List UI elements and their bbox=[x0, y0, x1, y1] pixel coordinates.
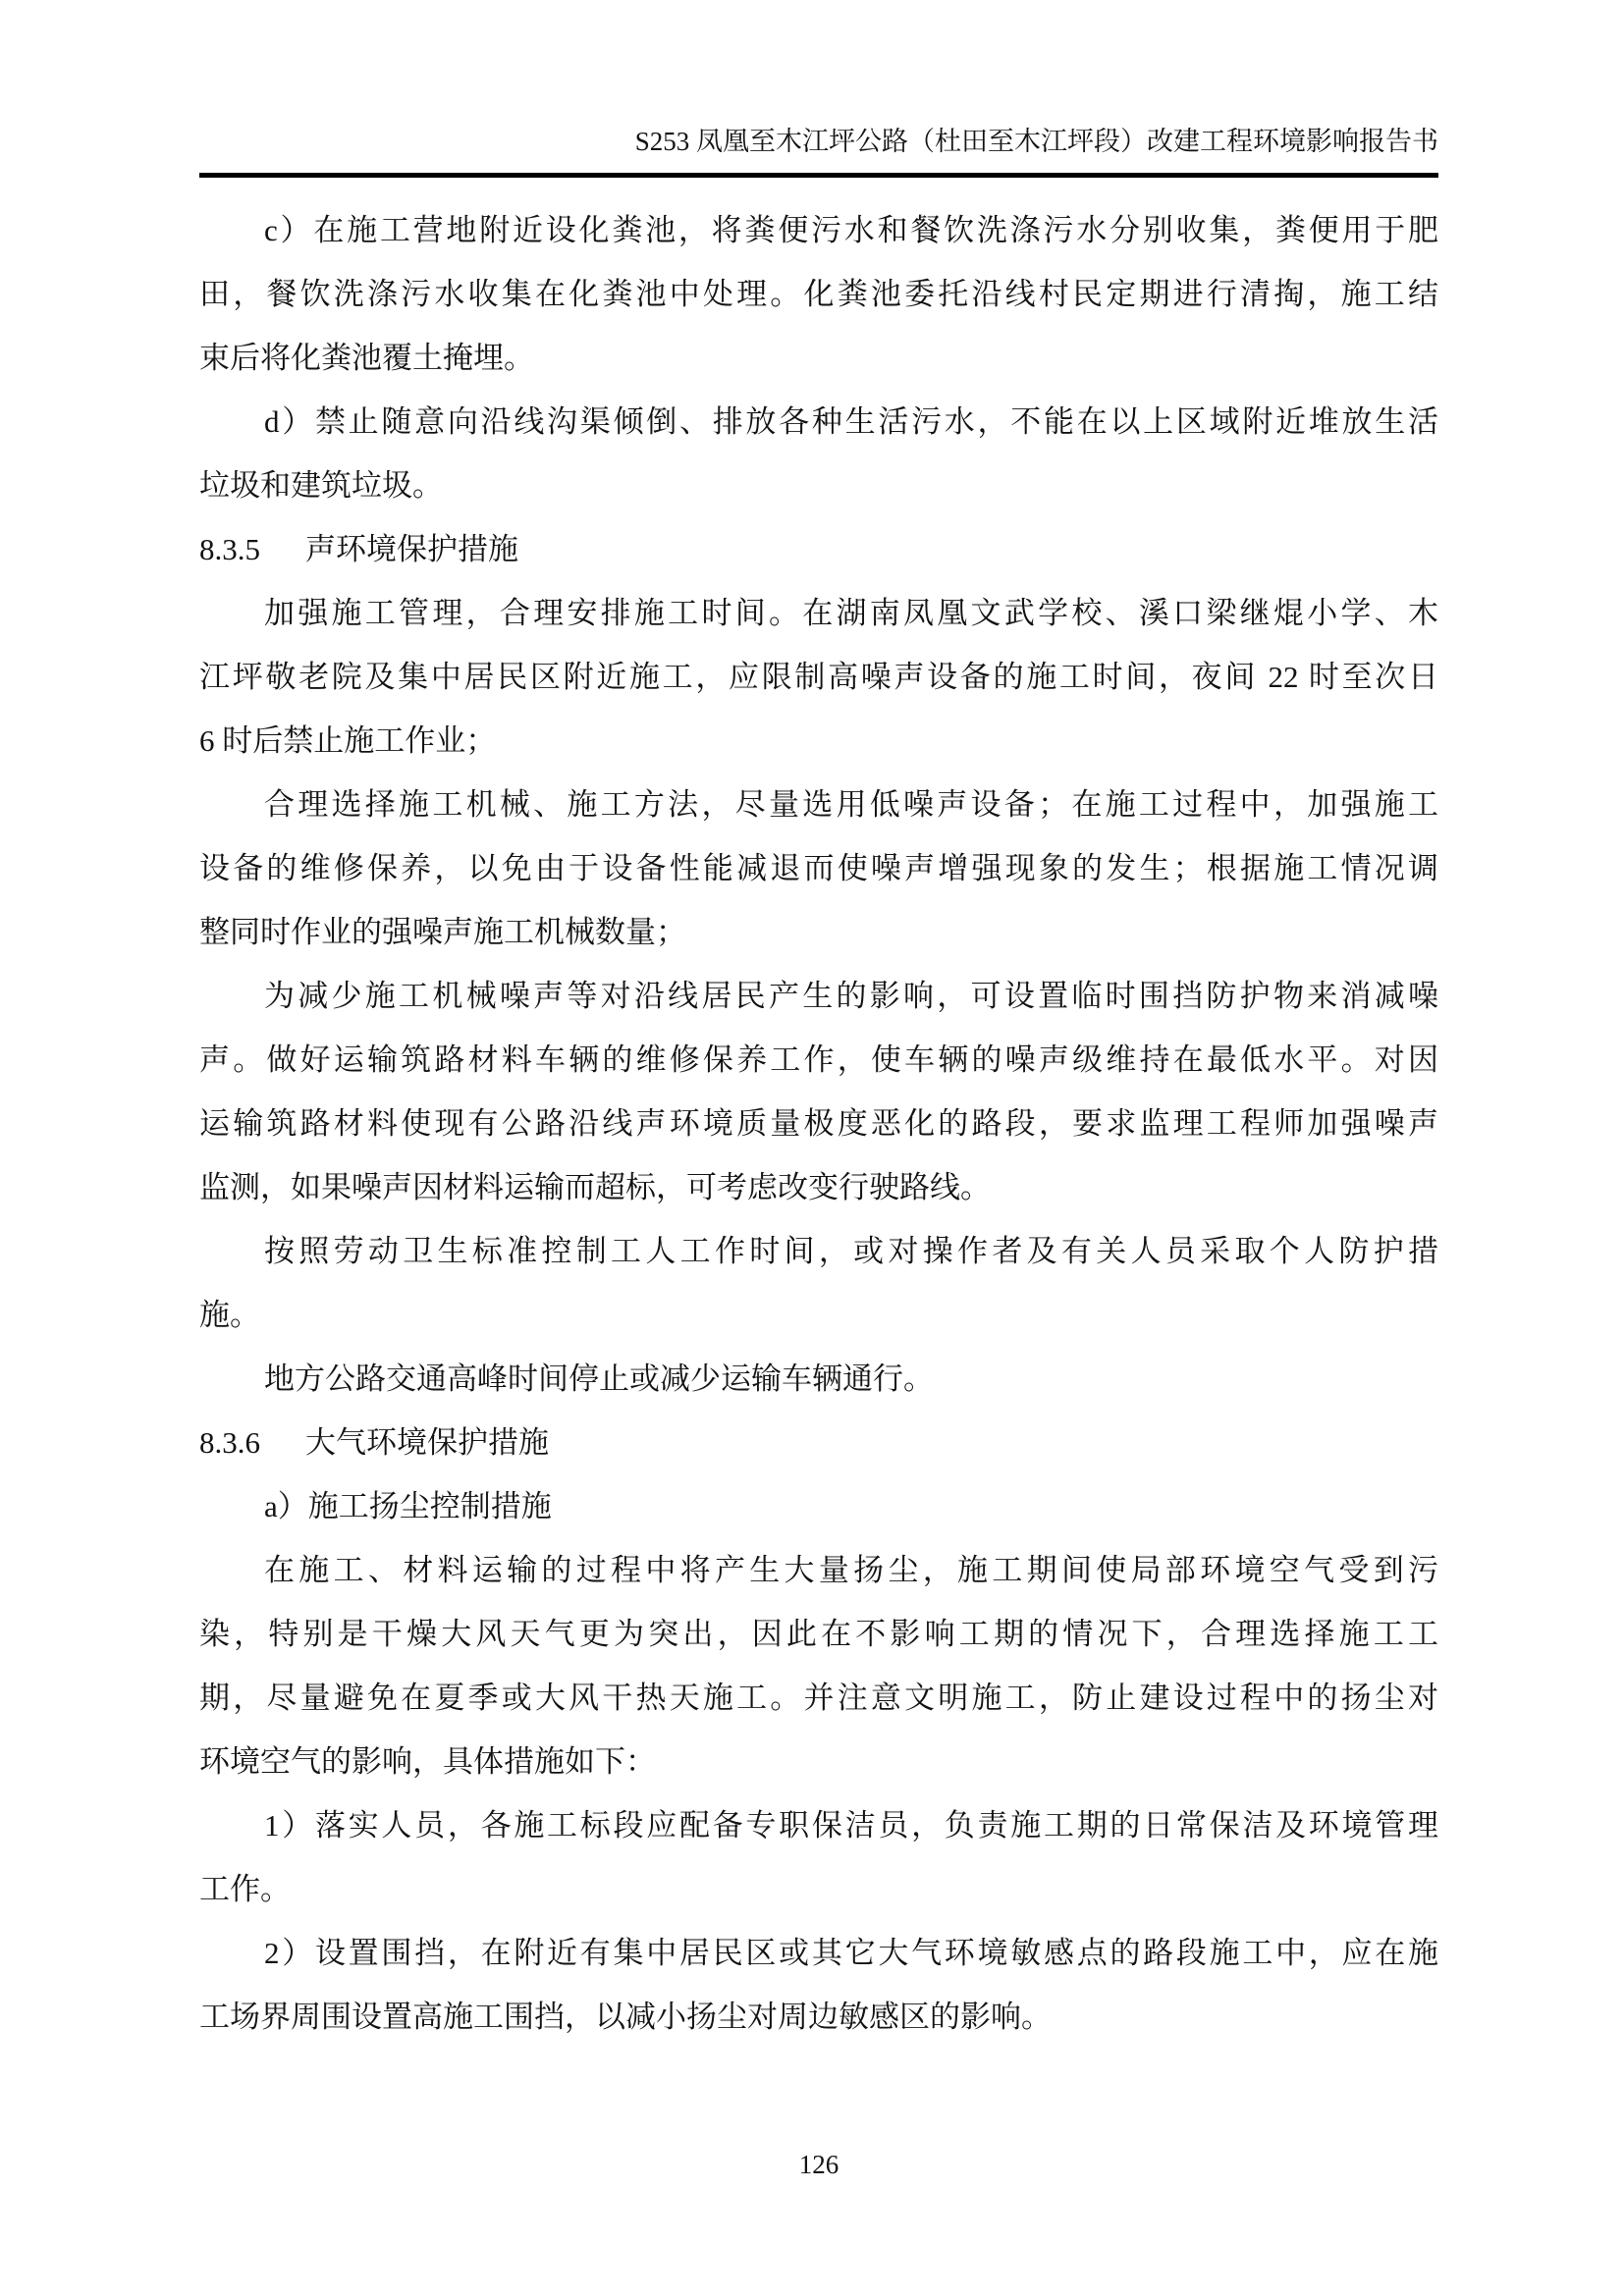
body-line: 工场界周围设置高施工围挡，以减小扬尘对周边敏感区的影响。 bbox=[199, 2000, 1052, 2034]
section-number: 8.3.5 bbox=[199, 532, 260, 566]
body-line: a）施工扬尘控制措施 bbox=[264, 1489, 552, 1523]
body-line: 设备的维修保养，以免由于设备性能减退而使噪声增强现象的发生；根据施工情况调 bbox=[199, 851, 1438, 885]
header-rule bbox=[199, 173, 1438, 178]
body-line: 声。做好运输筑路材料车辆的维修保养工作，使车辆的噪声级维持在最低水平。对因 bbox=[199, 1042, 1438, 1077]
body-line: 6 时后禁止施工作业； bbox=[199, 723, 497, 758]
body-line: 期，尽量避免在夏季或大风干热天施工。并注意文明施工，防止建设过程中的扬尘对 bbox=[199, 1681, 1438, 1715]
body-line: 田，餐饮洗涤污水收集在化粪池中处理。化粪池委托沿线村民定期进行清掏，施工结 bbox=[199, 277, 1438, 311]
body-line: 2）设置围挡，在附近有集中居民区或其它大气环境敏感点的路段施工中，应在施 bbox=[264, 1936, 1438, 1970]
body-line: 环境空气的影响，具体措施如下： bbox=[199, 1744, 656, 1779]
document-body bbox=[199, 198, 1438, 2049]
body-line: 在施工、材料运输的过程中将产生大量扬尘，施工期间使局部环境空气受到污 bbox=[264, 1553, 1438, 1587]
body-line: 垃圾和建筑垃圾。 bbox=[199, 468, 443, 503]
body-line: 运输筑路材料使现有公路沿线声环境质量极度恶化的路段，要求监理工程师加强噪声 bbox=[199, 1106, 1438, 1141]
body-line: 工作。 bbox=[199, 1872, 291, 1906]
body-line: 合理选择施工机械、施工方法，尽量选用低噪声设备；在施工过程中，加强施工 bbox=[264, 787, 1438, 822]
body-line: 地方公路交通高峰时间停止或减少运输车辆通行。 bbox=[264, 1362, 934, 1396]
body-line: 监测，如果噪声因材料运输而超标，可考虑改变行驶路线。 bbox=[199, 1170, 991, 1204]
section-title: 大气环境保护措施 bbox=[305, 1425, 549, 1460]
body-line: 江坪敬老院及集中居民区附近施工，应限制高噪声设备的施工时间，夜间 22 时至次日 bbox=[199, 660, 1438, 694]
body-line: 束后将化粪池覆土掩埋。 bbox=[199, 341, 534, 375]
body-line: 施。 bbox=[199, 1298, 260, 1332]
body-line: 按照劳动卫生标准控制工人工作时间，或对操作者及有关人员采取个人防护措 bbox=[264, 1234, 1438, 1268]
body-line: 1）落实人员，各施工标段应配备专职保洁员，负责施工期的日常保洁及环境管理 bbox=[264, 1808, 1438, 1842]
section-heading bbox=[199, 517, 1438, 581]
section-heading bbox=[199, 1411, 1438, 1474]
page-number: 126 bbox=[798, 2150, 839, 2179]
section-title: 声环境保护措施 bbox=[305, 532, 518, 566]
body-line: 染，特别是干燥大风天气更为突出，因此在不影响工期的情况下，合理选择施工工 bbox=[199, 1617, 1438, 1651]
body-line: c）在施工营地附近设化粪池，将粪便污水和餐饮洗涤污水分别收集，粪便用于肥 bbox=[264, 213, 1438, 247]
body-line: 整同时作业的强噪声施工机械数量； bbox=[199, 915, 686, 949]
section-number: 8.3.6 bbox=[199, 1425, 260, 1460]
body-line: d）禁止随意向沿线沟渠倾倒、排放各种生活污水，不能在以上区域附近堆放生活 bbox=[264, 404, 1438, 439]
body-line: 为减少施工机械噪声等对沿线居民产生的影响，可设置临时围挡防护物来消减噪 bbox=[264, 979, 1438, 1013]
page-header-title: S253 凤凰至木江坪公路（杜田至木江坪段）改建工程环境影响报告书 bbox=[634, 127, 1438, 156]
body-line: 加强施工管理，合理安排施工时间。在湖南凤凰文武学校、溪口梁继焜小学、木 bbox=[264, 596, 1438, 630]
